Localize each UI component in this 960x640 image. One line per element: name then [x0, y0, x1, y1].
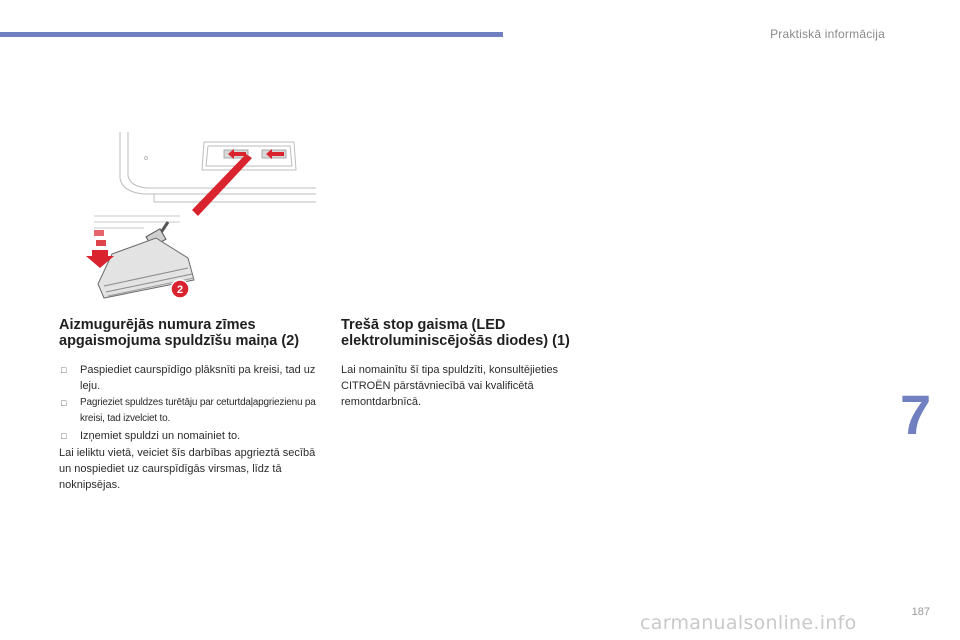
license-lamp-title: Aizmugurējās numura zīmes apgaismojuma spuldzīšu maiņa (2)	[59, 317, 300, 349]
chapter-number: 7	[900, 383, 932, 446]
list-item: □ Paspiediet caurspīdīgo plāksnīti pa kreisi, tad uz leju.	[61, 364, 316, 392]
pointer-arrow	[192, 154, 252, 216]
third-brake-light-title: Trešā stop gaisma (LED elektroluminiscējošās diodes) (1)	[341, 317, 570, 349]
license-plate-lamp-illustration	[84, 130, 324, 305]
watermark: carmanualsonline.info	[640, 612, 857, 634]
reinstall-paragraph: Lai ieliktu vietā, veiciet šīs darbības apgrieztā secībā un nospiediet uz caurspīdīgās virsmas, līdz tā noknipsējas.	[59, 447, 316, 491]
license-lamp-section	[59, 317, 321, 493]
checkbox-bullet-icon: □	[61, 431, 67, 441]
checkbox-bullet-icon: □	[61, 398, 67, 408]
license-lamp-steps	[59, 362, 321, 444]
third-brake-light-paragraph: Lai nomainītu šī tipa spuldzīti, konsultējieties CITROËN pārstāvniecībā vai kvalificētā remontdarbnīcā.	[341, 364, 559, 408]
list-item: □ Pagrieziet spuldzes turētāju par ceturtdaļapgriezienu pa kreisi, tad izvelciet to.	[61, 397, 316, 424]
list-item: □ Izņemiet spuldzi un nomainiet to.	[61, 430, 241, 442]
third-brake-light-section	[341, 317, 603, 410]
callout-number: 2	[176, 284, 184, 296]
checkbox-bullet-icon: □	[61, 365, 67, 375]
top-accent-bar	[0, 32, 503, 37]
section-title: Praktiskā informācija	[770, 27, 885, 41]
page-number: 187	[911, 606, 930, 618]
